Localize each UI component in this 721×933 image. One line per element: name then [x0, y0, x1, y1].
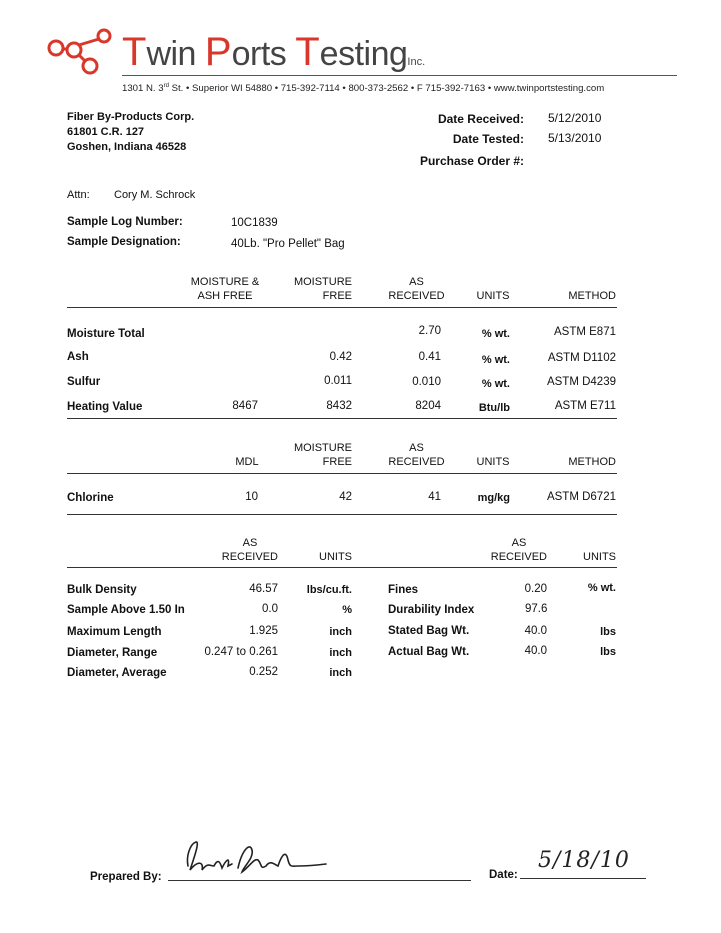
row-value: 0.20 — [524, 583, 547, 595]
row-name: Ash — [67, 351, 89, 363]
row-mdl: 10 — [245, 491, 258, 503]
client-street: 61801 C.R. 127 — [67, 126, 145, 138]
row-units: % wt. — [481, 328, 510, 340]
row-units: inch — [329, 647, 352, 659]
row-moisture-free: 42 — [339, 491, 352, 503]
col-header-ar-line1: AS — [409, 442, 424, 454]
row-name: Moisture Total — [67, 328, 145, 340]
row-moisture-ash-free: 8467 — [232, 400, 258, 412]
row-name: Diameter, Range — [67, 647, 158, 659]
row-name: Actual Bag Wt. — [388, 646, 470, 658]
col-header-mdl: MDL — [235, 456, 259, 468]
col-header-moisture-ash-free — [185, 275, 265, 303]
sample-designation-label: Sample Designation: — [67, 236, 181, 248]
row-units: mg/kg — [477, 492, 510, 504]
sample-log-value: 10C1839 — [231, 217, 278, 229]
row-moisture-free: 8432 — [326, 400, 352, 412]
address-post: St. • Superior WI 54880 • 715-392-7114 • 800-373-2562 • F 715-392-7163 • www.twinportstesting.com — [168, 83, 605, 95]
row-method: ASTM D4239 — [546, 376, 616, 388]
col-header-ar-line1: AS — [242, 537, 258, 549]
col-header-method: METHOD — [568, 290, 616, 302]
row-value: 0.247 to 0.261 — [204, 646, 278, 658]
col-header-moisture-free — [282, 275, 352, 303]
row-name: Bulk Density — [67, 584, 137, 596]
col-header-units-right: UNITS — [583, 551, 616, 563]
table1-bottom-rule — [67, 418, 617, 419]
row-units: % wt. — [587, 582, 616, 594]
row-name: Durability Index — [388, 604, 475, 616]
row-units: lbs — [600, 646, 616, 658]
row-name: Stated Bag Wt. — [388, 625, 470, 637]
row-name: Heating Value — [67, 401, 143, 413]
row-units: % wt. — [481, 354, 510, 366]
row-units: lbs/cu.ft. — [306, 584, 352, 596]
col-header-moisture-free — [282, 441, 352, 469]
date-received-value: 5/12/2010 — [548, 111, 602, 125]
row-as-received: 2.70 — [418, 325, 441, 337]
company-name-part-3: esting — [319, 35, 408, 73]
company-name-initial-p: P — [204, 30, 232, 74]
row-moisture-free: 0.42 — [329, 351, 352, 363]
row-value: 46.57 — [249, 583, 278, 595]
client-city: Goshen, Indiana 46528 — [67, 141, 187, 153]
handwritten-signature — [180, 836, 330, 882]
row-name: Chlorine — [67, 492, 114, 504]
table3-header-rule — [67, 567, 617, 568]
col-header-ar-line1b: AS — [511, 537, 527, 549]
row-method: ASTM D1102 — [547, 352, 616, 364]
row-name: Fines — [388, 584, 419, 596]
company-name — [122, 30, 425, 75]
row-value: 40.0 — [524, 625, 547, 637]
col-header-as-received-right — [477, 536, 547, 564]
row-value: 97.6 — [525, 603, 548, 615]
letterhead-rule — [122, 75, 677, 76]
company-name-part-1: win — [146, 35, 205, 73]
col-header-ar-line2: RECEIVED — [388, 290, 445, 302]
row-value: 0.0 — [262, 603, 278, 615]
date-tested-value: 5/13/2010 — [548, 131, 602, 145]
row-units: lbs — [600, 626, 616, 638]
row-as-received: 8204 — [415, 400, 441, 412]
row-name: Maximum Length — [67, 626, 162, 638]
row-units: inch — [329, 667, 352, 679]
client-name: Fiber By-Products Corp. — [67, 111, 195, 123]
table2-bottom-rule — [67, 514, 617, 515]
date-received-label: Date Received: — [437, 112, 524, 126]
date-line — [520, 878, 646, 879]
row-as-received: 0.41 — [418, 351, 441, 363]
col-header-units: UNITS — [476, 456, 510, 468]
row-value: 1.925 — [249, 625, 278, 637]
row-units: % — [342, 604, 352, 616]
company-address — [122, 83, 604, 94]
col-header-units: UNITS — [476, 290, 510, 302]
purchase-order-label: Purchase Order #: — [419, 154, 524, 168]
row-name: Sulfur — [67, 376, 101, 388]
col-header-mf-line2: FREE — [322, 456, 352, 468]
date-label: Date: — [489, 869, 518, 881]
date-tested-label: Date Tested: — [452, 132, 524, 146]
row-value: 40.0 — [524, 645, 547, 657]
row-method: ASTM D6721 — [546, 491, 616, 503]
sample-designation-value: 40Lb. "Pro Pellet" Bag — [231, 238, 345, 250]
col-header-as-received-left — [208, 536, 278, 564]
col-header-units-left: UNITS — [319, 551, 352, 563]
attn-label: Attn: — [67, 189, 90, 201]
company-name-initial-t: T — [122, 30, 147, 74]
row-name: Sample Above 1.50 In — [67, 604, 185, 616]
col-header-maf-line2: ASH FREE — [197, 290, 253, 302]
attn-value: Cory M. Schrock — [114, 189, 196, 201]
row-value: 0.252 — [249, 666, 278, 678]
row-name: Diameter, Average — [67, 667, 167, 679]
prepared-by-label: Prepared By: — [90, 871, 162, 883]
col-header-mf-line1: MOISTURE — [293, 442, 352, 454]
row-method: ASTM E871 — [554, 326, 616, 338]
company-logo-icon — [44, 26, 120, 82]
col-header-ar-line2: RECEIVED — [221, 551, 278, 563]
col-header-mf-line2: FREE — [322, 290, 352, 302]
col-header-maf-line1: MOISTURE & — [190, 276, 260, 288]
col-header-ar-line1: AS — [409, 276, 424, 288]
company-name-part-2: orts — [231, 35, 296, 73]
company-inc: Inc. — [407, 56, 426, 68]
table1-header-rule — [67, 307, 617, 308]
row-units: % wt. — [481, 378, 510, 390]
col-header-ar-line2b: RECEIVED — [490, 551, 547, 563]
row-units: Btu/lb — [478, 402, 510, 414]
sample-log-label: Sample Log Number: — [67, 216, 183, 228]
address-sup: rd — [163, 83, 169, 89]
table2-header-rule — [67, 473, 617, 474]
address-pre: 1301 N. 3 — [122, 83, 164, 95]
row-as-received: 0.010 — [412, 376, 441, 388]
col-header-as-received — [383, 441, 450, 469]
col-header-method: METHOD — [568, 456, 616, 468]
col-header-mf-line1: MOISTURE — [293, 276, 352, 288]
col-header-as-received — [383, 275, 450, 303]
col-header-ar-line2: RECEIVED — [388, 456, 445, 468]
row-moisture-free: 0.011 — [324, 375, 352, 387]
row-as-received: 41 — [428, 491, 441, 503]
company-name-initial-t2: T — [295, 30, 320, 74]
row-method: ASTM E711 — [554, 400, 616, 412]
handwritten-date: 5/18/10 — [538, 848, 630, 873]
row-units: inch — [329, 626, 352, 638]
